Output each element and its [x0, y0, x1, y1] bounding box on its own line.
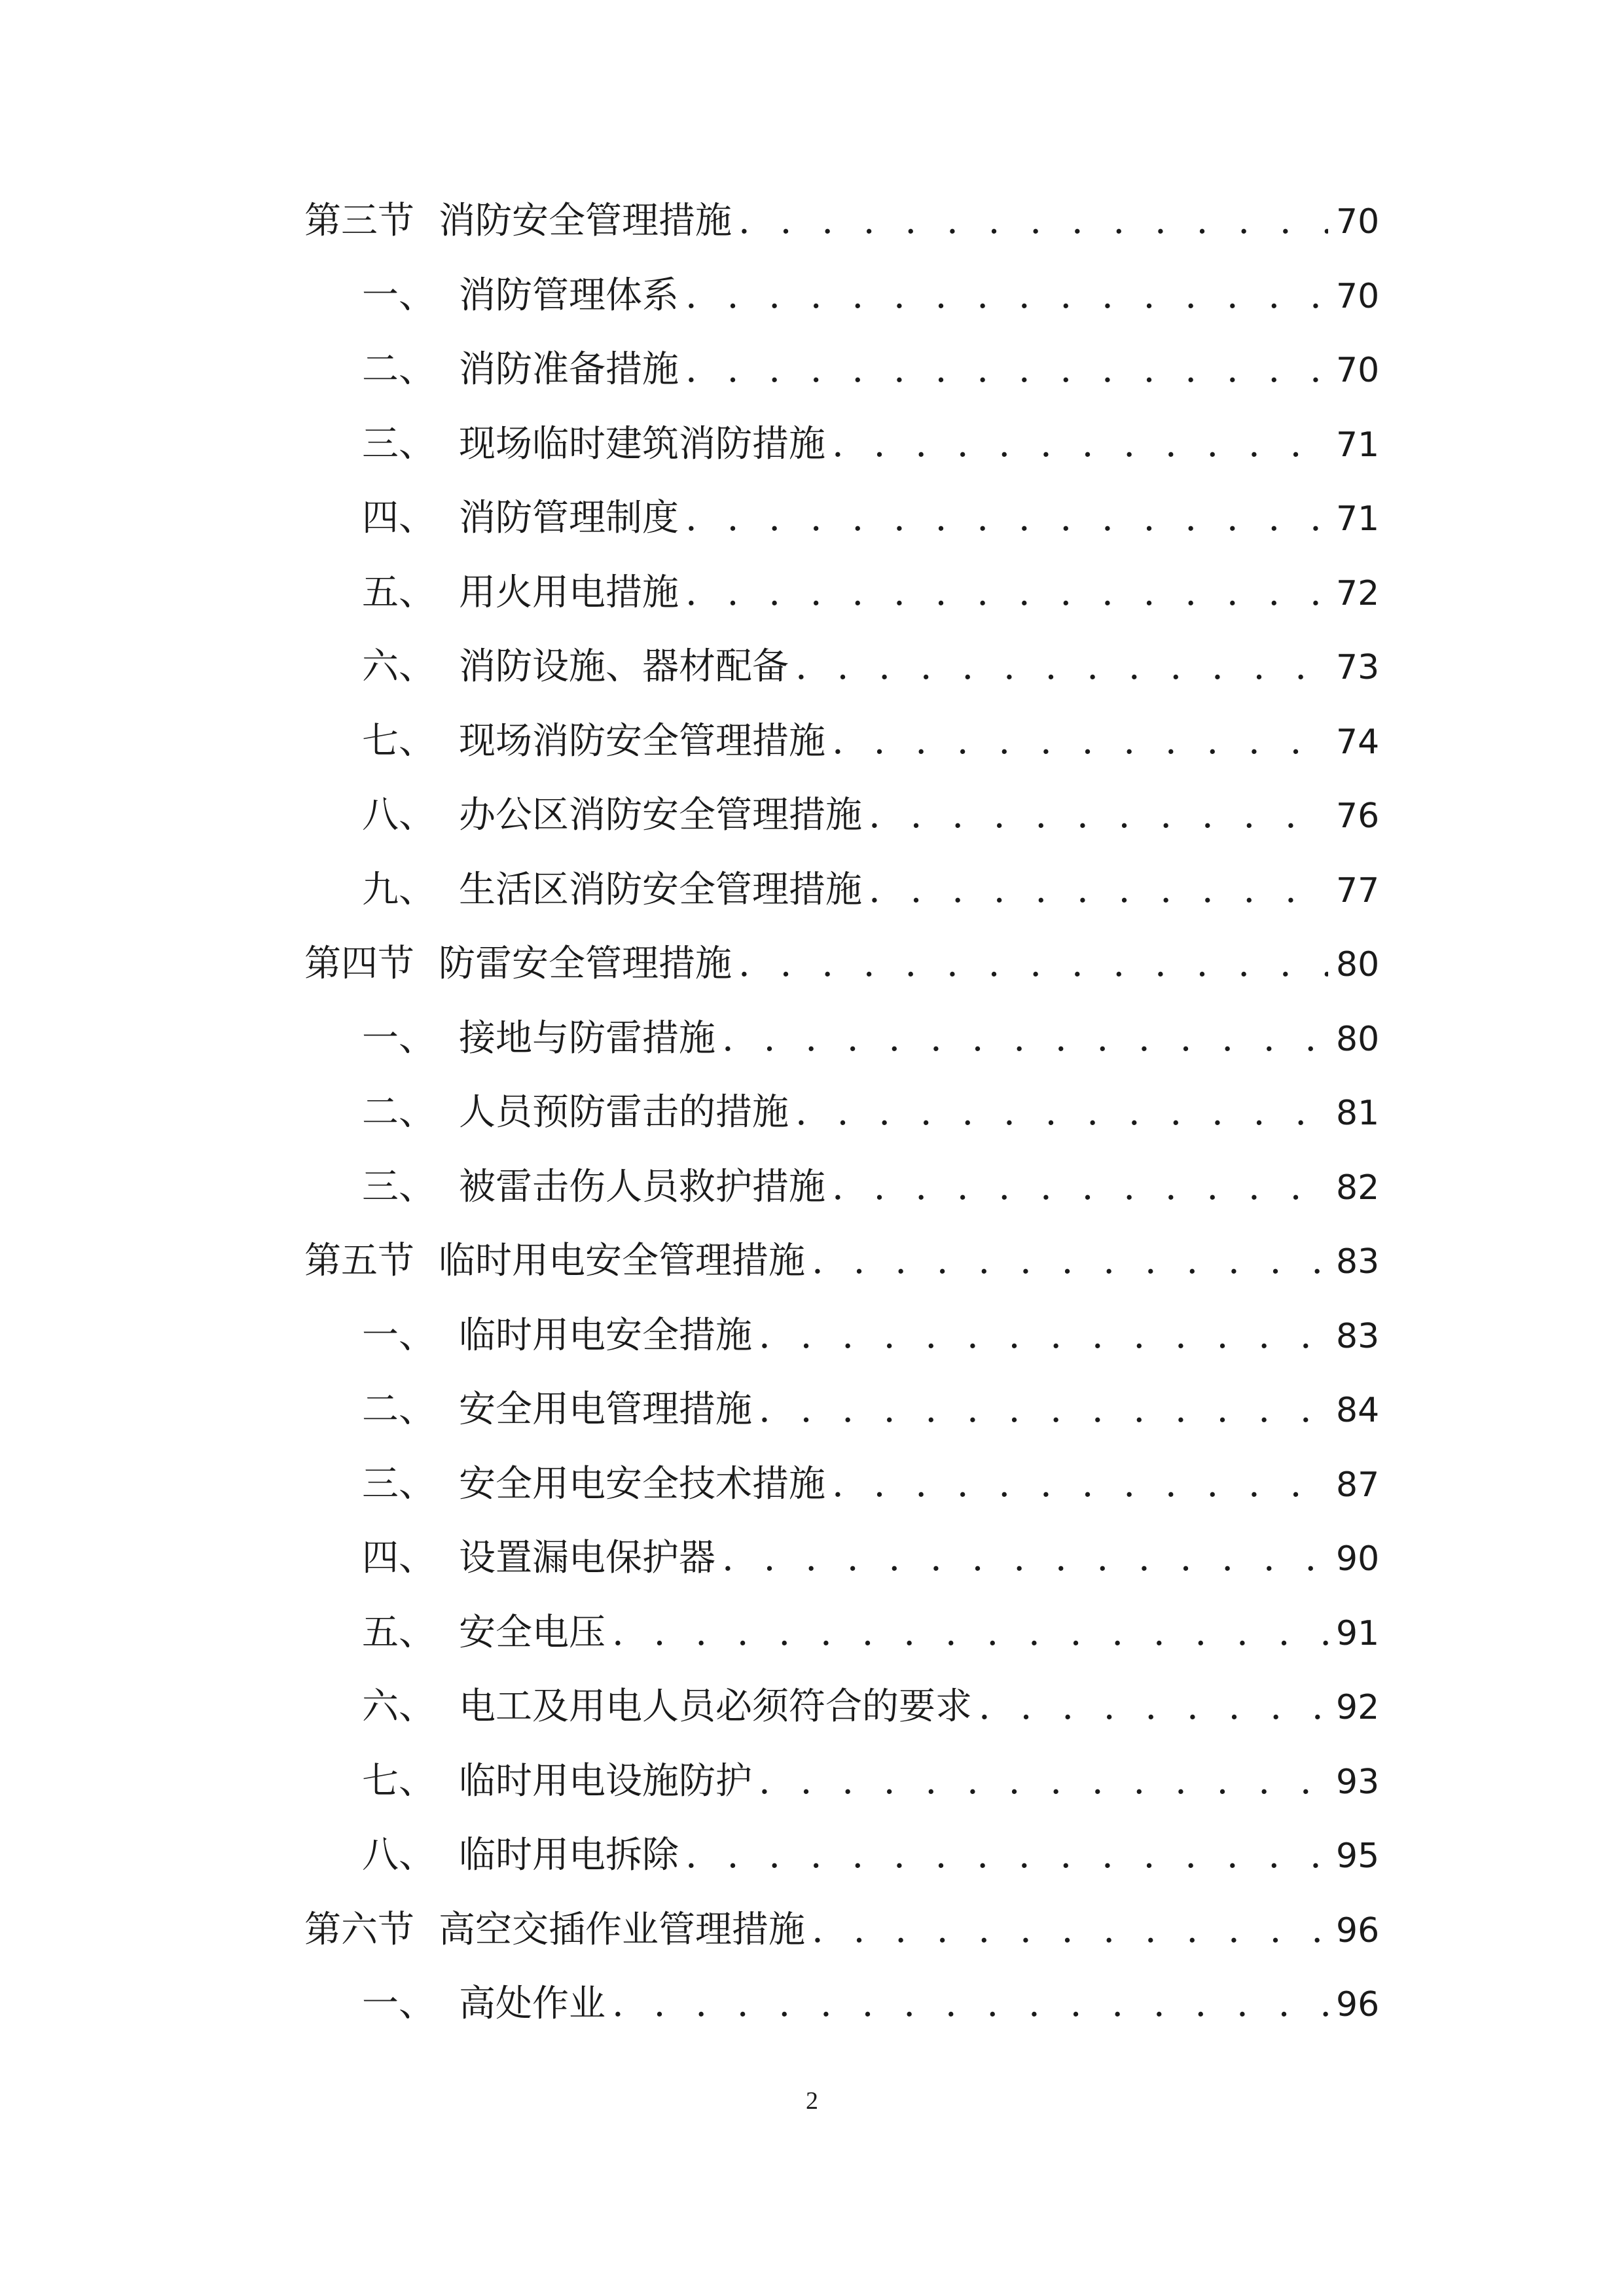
toc-entry-number: 一、 — [362, 1016, 435, 1060]
toc-entry-title: 消防安全管理措施 — [439, 200, 732, 242]
toc-entry-item[interactable] — [304, 1754, 1378, 1829]
dot-leader — [722, 1531, 1328, 1586]
toc-entry-number: 六、 — [362, 1685, 435, 1728]
dot-leader — [832, 1160, 1328, 1215]
dot-leader — [869, 863, 1328, 918]
toc-entry-section[interactable] — [304, 1234, 1378, 1308]
toc-entry-item[interactable] — [304, 491, 1378, 565]
toc-entry-number: 一、 — [362, 1982, 435, 2025]
toc-entry-section[interactable] — [304, 194, 1378, 268]
toc-entry-number: 九、 — [362, 868, 435, 911]
toc-entry-title: 安全用电管理措施 — [459, 1388, 752, 1431]
dot-leader — [869, 788, 1328, 843]
toc-entry-title: 接地与防雷措施 — [459, 1016, 715, 1060]
toc-entry-page: 93 — [1336, 1762, 1380, 1802]
dot-leader — [685, 268, 1328, 323]
toc-entry-page: 96 — [1336, 1910, 1380, 1950]
toc-entry-number: 一、 — [362, 1314, 435, 1357]
toc-entry-item[interactable] — [304, 565, 1378, 640]
toc-entry-title: 现场消防安全管理措施 — [459, 719, 825, 762]
dot-leader — [759, 1382, 1328, 1437]
dot-leader — [812, 1903, 1328, 1958]
toc-entry-item[interactable] — [304, 1977, 1378, 2051]
toc-entry-title: 高空交插作业管理措施 — [439, 1908, 805, 1951]
toc-entry-page: 91 — [1336, 1613, 1380, 1653]
toc-entry-page: 70 — [1336, 202, 1380, 242]
dot-leader — [685, 491, 1328, 546]
toc-entry-item[interactable] — [304, 1531, 1378, 1605]
toc-entry-page: 82 — [1336, 1168, 1380, 1208]
toc-entry-item[interactable] — [304, 788, 1378, 863]
toc-entry-title: 安全用电安全技术措施 — [459, 1462, 825, 1505]
toc-entry-page: 83 — [1336, 1242, 1380, 1282]
dot-leader — [759, 1308, 1328, 1363]
toc-entry-item[interactable] — [304, 1011, 1378, 1086]
toc-entry-title: 防雷安全管理措施 — [439, 942, 732, 985]
toc-entry-number: 四、 — [362, 497, 435, 539]
toc-entry-title: 电工及用电人员必须符合的要求 — [459, 1685, 972, 1728]
toc-entry-number: 第三节 — [304, 200, 414, 242]
dot-leader — [832, 417, 1328, 472]
toc-entry-page: 81 — [1336, 1094, 1380, 1133]
toc-entry-page: 87 — [1336, 1465, 1380, 1505]
toc-entry-number: 八、 — [362, 794, 435, 836]
dot-leader — [795, 639, 1328, 694]
dot-leader — [612, 1977, 1328, 2032]
toc-entry-title: 设置漏电保护器 — [459, 1537, 715, 1579]
toc-entry-number: 五、 — [362, 1611, 435, 1654]
toc-entry-item[interactable] — [304, 268, 1378, 343]
dot-leader — [832, 714, 1328, 769]
toc-entry-title: 消防设施、器材配备 — [459, 645, 789, 688]
toc-entry-number: 第五节 — [304, 1240, 414, 1282]
toc-entry-number: 二、 — [362, 348, 435, 391]
toc-entry-number: 三、 — [362, 422, 435, 465]
toc-entry-title: 安全电压 — [459, 1611, 605, 1654]
toc-entry-page: 72 — [1336, 573, 1380, 613]
toc-entry-title: 人员预防雷击的措施 — [459, 1091, 789, 1134]
toc-entry-item[interactable] — [304, 1605, 1378, 1680]
toc-entry-title: 消防管理体系 — [459, 274, 679, 317]
toc-entry-page: 80 — [1336, 945, 1380, 984]
toc-entry-number: 二、 — [362, 1388, 435, 1431]
dot-leader — [722, 1011, 1328, 1066]
toc-entry-item[interactable] — [304, 1828, 1378, 1903]
toc-entry-number: 三、 — [362, 1462, 435, 1505]
toc-entry-title: 用火用电措施 — [459, 571, 679, 614]
toc-entry-page: 95 — [1336, 1837, 1380, 1876]
toc-entry-page: 96 — [1336, 1985, 1380, 2024]
toc-entry-page: 77 — [1336, 870, 1380, 910]
toc-entry-title: 消防管理制度 — [459, 497, 679, 539]
dot-leader — [759, 1754, 1328, 1809]
toc-entry-title: 办公区消防安全管理措施 — [459, 794, 862, 836]
dot-leader — [685, 1828, 1328, 1883]
toc-entry-title: 临时用电安全管理措施 — [439, 1240, 805, 1282]
toc-entry-number: 一、 — [362, 274, 435, 317]
toc-entry-page: 90 — [1336, 1539, 1380, 1579]
toc-entry-page: 84 — [1336, 1391, 1380, 1430]
toc-entry-item[interactable] — [304, 639, 1378, 714]
toc-entry-page: 83 — [1336, 1316, 1380, 1356]
toc-entry-item[interactable] — [304, 1457, 1378, 1532]
toc-entry-item[interactable] — [304, 342, 1378, 417]
dot-leader — [812, 1234, 1328, 1289]
toc-entry-number: 八、 — [362, 1834, 435, 1876]
toc-entry-title: 临时用电设施防护 — [459, 1759, 752, 1803]
toc-entry-title: 消防准备措施 — [459, 348, 679, 391]
toc-entry-item[interactable] — [304, 417, 1378, 492]
toc-entry-section[interactable] — [304, 937, 1378, 1011]
toc-entry-page: 70 — [1336, 351, 1380, 390]
toc-entry-title: 临时用电拆除 — [459, 1834, 679, 1876]
toc-entry-title: 生活区消防安全管理措施 — [459, 868, 862, 911]
toc-entry-number: 二、 — [362, 1091, 435, 1134]
toc-entry-title: 现场临时建筑消防措施 — [459, 422, 825, 465]
dot-leader — [795, 1085, 1328, 1140]
toc-entry-number: 三、 — [362, 1165, 435, 1208]
toc-entry-item[interactable] — [304, 1085, 1378, 1160]
dot-leader — [979, 1679, 1328, 1734]
dot-leader — [685, 342, 1328, 397]
toc-entry-number: 第四节 — [304, 942, 414, 985]
toc-entry-item[interactable] — [304, 863, 1378, 937]
toc-entry-page: 80 — [1336, 1019, 1380, 1059]
toc-entry-number: 六、 — [362, 645, 435, 688]
dot-leader — [738, 194, 1328, 249]
dot-leader — [738, 937, 1328, 992]
dot-leader — [612, 1605, 1328, 1660]
toc-entry-title: 临时用电安全措施 — [459, 1314, 752, 1357]
toc-entry-number: 四、 — [362, 1537, 435, 1579]
toc-entry-page: 76 — [1336, 797, 1380, 836]
toc-entry-page: 92 — [1336, 1688, 1380, 1727]
toc-entry-item[interactable] — [304, 714, 1378, 789]
table-of-contents — [304, 194, 1378, 2051]
toc-entry-number: 七、 — [362, 1759, 435, 1803]
toc-entry-page: 70 — [1336, 276, 1380, 316]
dot-leader — [832, 1457, 1328, 1512]
toc-entry-item[interactable] — [304, 1382, 1378, 1457]
toc-entry-page: 71 — [1336, 499, 1380, 539]
toc-entry-section[interactable] — [304, 1903, 1378, 1977]
toc-entry-number: 五、 — [362, 571, 435, 614]
toc-entry-page: 71 — [1336, 425, 1380, 465]
toc-entry-item[interactable] — [304, 1308, 1378, 1383]
toc-entry-number: 七、 — [362, 719, 435, 762]
toc-entry-number: 第六节 — [304, 1908, 414, 1951]
dot-leader — [685, 565, 1328, 620]
toc-entry-page: 73 — [1336, 648, 1380, 687]
toc-entry-title: 高处作业 — [459, 1982, 605, 2025]
page-number: 2 — [806, 2087, 818, 2115]
toc-entry-item[interactable] — [304, 1679, 1378, 1754]
toc-entry-page: 74 — [1336, 722, 1380, 762]
toc-entry-item[interactable] — [304, 1160, 1378, 1234]
toc-entry-title: 被雷击伤人员救护措施 — [459, 1165, 825, 1208]
